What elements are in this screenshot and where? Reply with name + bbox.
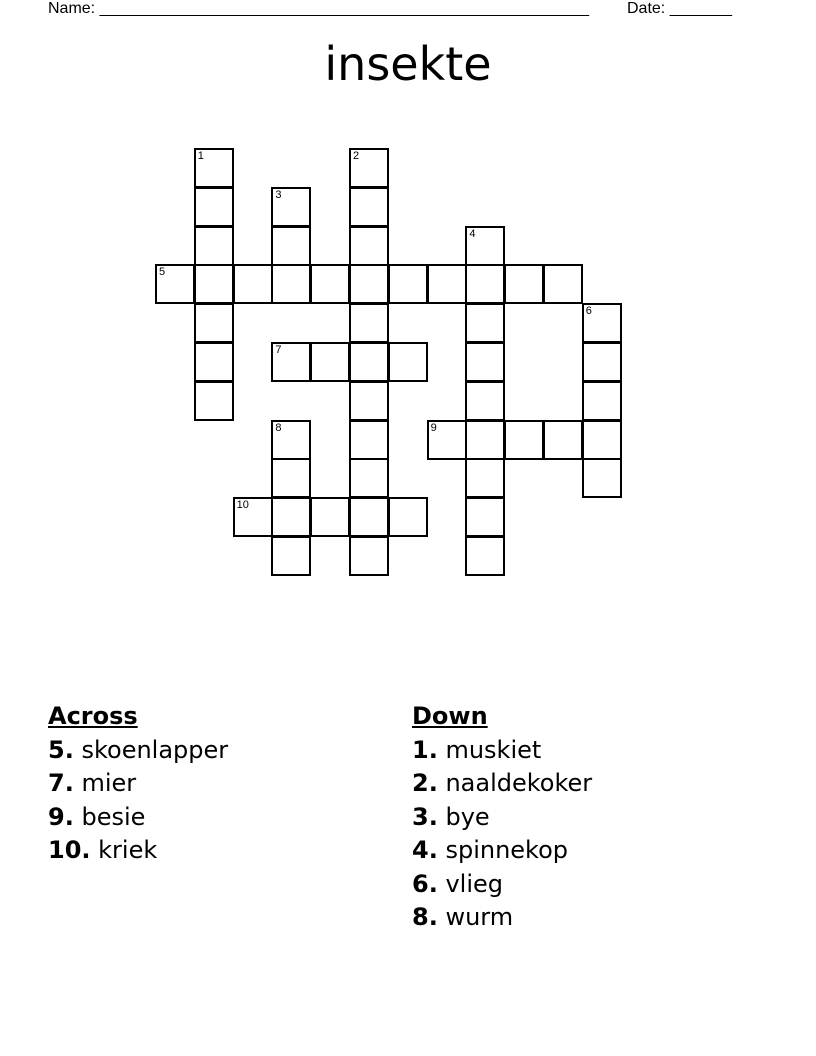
crossword-cell[interactable] [427, 264, 467, 304]
crossword-cell[interactable] [582, 303, 622, 343]
date-line: Date: _______ [627, 0, 732, 17]
crossword-cell[interactable] [582, 420, 622, 460]
crossword-cell[interactable] [349, 536, 389, 576]
down-clue [412, 767, 592, 801]
cell-number: 6 [585, 305, 592, 318]
clue-number: 3. [412, 802, 438, 831]
clue-number: 10. [48, 836, 91, 864]
crossword-cell[interactable] [349, 264, 389, 304]
crossword-cell[interactable] [194, 148, 234, 188]
clue-text: vlieg [437, 869, 503, 898]
crossword-cell[interactable] [233, 497, 273, 537]
crossword-cell[interactable] [155, 264, 195, 304]
crossword-cell[interactable] [349, 420, 389, 460]
crossword-cell[interactable] [349, 226, 389, 266]
across-clue [48, 767, 228, 801]
crossword-cell[interactable] [349, 303, 389, 343]
across-clue [48, 734, 228, 768]
down-clue [412, 801, 592, 835]
crossword-cell[interactable] [349, 381, 389, 421]
crossword-cell[interactable] [388, 264, 428, 304]
crossword-cell[interactable] [194, 226, 234, 266]
clue-number: 8. [412, 903, 438, 931]
clue-text: bye [437, 802, 490, 831]
down-clue [412, 901, 592, 935]
crossword-cell[interactable] [465, 381, 505, 421]
cell-number: 7 [275, 344, 282, 356]
crossword-cell[interactable] [271, 187, 311, 227]
crossword-cell[interactable] [427, 420, 467, 460]
crossword-cell[interactable] [465, 420, 505, 460]
crossword-cell[interactable] [582, 381, 622, 421]
cell-number: 10 [236, 499, 249, 512]
down-clues [412, 700, 592, 935]
crossword-cell[interactable] [388, 497, 428, 537]
crossword-cell[interactable] [465, 226, 505, 266]
clue-text: spinnekop [437, 836, 569, 864]
crossword-cell[interactable] [465, 458, 505, 498]
across-clues [48, 700, 228, 868]
cell-number: 1 [197, 150, 204, 162]
clue-number: 2. [412, 769, 438, 797]
crossword-cell[interactable] [504, 264, 544, 304]
cell-number: 4 [469, 227, 476, 240]
down-heading: Down [412, 702, 488, 730]
crossword-cell[interactable] [349, 148, 389, 188]
crossword-cell[interactable] [310, 497, 350, 537]
crossword-cell[interactable] [271, 264, 311, 304]
crossword-cell[interactable] [271, 536, 311, 576]
crossword-cell[interactable] [310, 264, 350, 304]
down-clue [412, 868, 592, 902]
crossword-cell[interactable] [349, 497, 389, 537]
crossword-cell[interactable] [271, 420, 311, 460]
cell-number: 5 [159, 266, 166, 279]
crossword-cell[interactable] [582, 342, 622, 382]
crossword-cell[interactable] [194, 381, 234, 421]
clue-number: 7. [48, 769, 74, 797]
clue-number: 4. [412, 836, 438, 864]
crossword-cell[interactable] [582, 458, 622, 498]
crossword-cell[interactable] [465, 342, 505, 382]
crossword-cell[interactable] [465, 264, 505, 304]
clue-text: besie [73, 802, 146, 831]
clue-text: wurm [437, 903, 514, 931]
clue-number: 6. [412, 869, 438, 898]
cell-number: 3 [275, 188, 282, 201]
crossword-cell[interactable] [543, 264, 583, 304]
clue-text: naaldekoker [437, 769, 593, 797]
across-clue [48, 834, 228, 868]
crossword-cell[interactable] [465, 497, 505, 537]
name-line: Name: _______________________________________________________ [48, 0, 589, 17]
clue-number: 9. [48, 802, 74, 831]
clue-number: 5. [48, 735, 74, 764]
crossword-cell[interactable] [349, 187, 389, 227]
crossword-cell[interactable] [194, 264, 234, 304]
crossword-cell[interactable] [349, 342, 389, 382]
cell-number: 8 [275, 421, 282, 434]
crossword-cell[interactable] [543, 420, 583, 460]
across-heading: Across [48, 702, 138, 730]
down-clue [412, 834, 592, 868]
crossword-cell[interactable] [194, 342, 234, 382]
crossword-cell[interactable] [194, 303, 234, 343]
across-clue [48, 801, 228, 835]
cell-number: 2 [353, 150, 360, 162]
crossword-cell[interactable] [388, 342, 428, 382]
cell-number: 9 [430, 421, 437, 434]
crossword-cell[interactable] [194, 187, 234, 227]
crossword-cell[interactable] [310, 342, 350, 382]
crossword-cell[interactable] [465, 536, 505, 576]
clue-text: skoenlapper [73, 735, 229, 764]
crossword-cell[interactable] [271, 497, 311, 537]
clue-number: 1. [412, 735, 438, 764]
page-title: insekte [324, 37, 492, 91]
crossword-cell[interactable] [349, 458, 389, 498]
crossword-cell[interactable] [271, 342, 311, 382]
crossword-cell[interactable] [233, 264, 273, 304]
crossword-cell[interactable] [271, 458, 311, 498]
down-clue [412, 734, 592, 768]
clue-text: kriek [90, 836, 158, 864]
crossword-cell[interactable] [465, 303, 505, 343]
clue-text: muskiet [437, 735, 542, 764]
crossword-cell[interactable] [504, 420, 544, 460]
clue-text: mier [73, 769, 137, 797]
crossword-cell[interactable] [271, 226, 311, 266]
